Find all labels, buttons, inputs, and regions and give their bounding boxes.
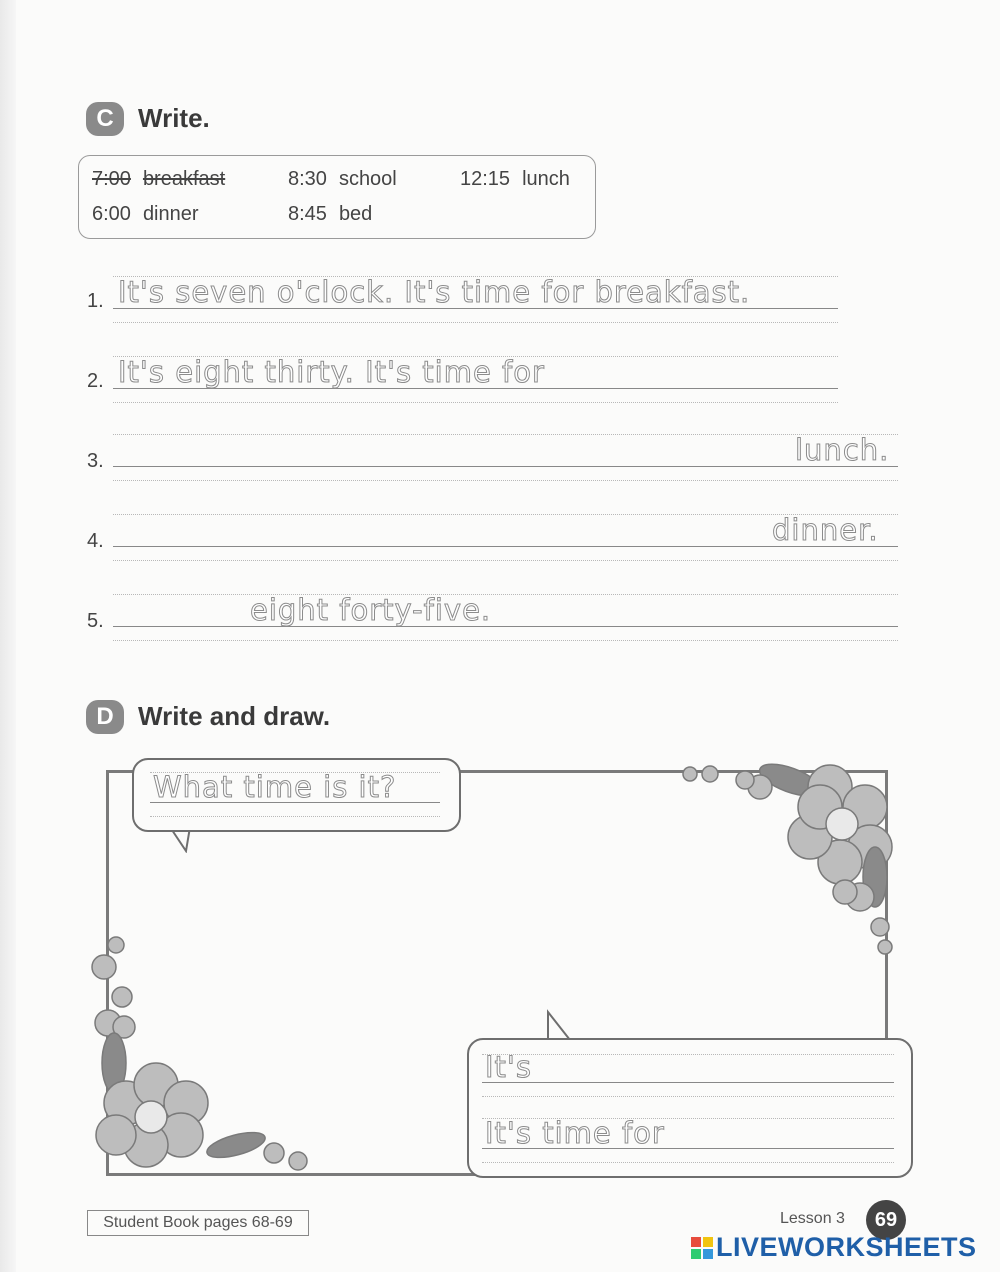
flower-decoration-top-right [670, 752, 902, 972]
exercise-number: 3. [87, 450, 104, 472]
flower-decoration-bottom-left [86, 935, 326, 1175]
word-box-time: 6:00 [92, 203, 131, 225]
guide-line [150, 816, 440, 817]
word-box-time: 12:15 [460, 168, 511, 190]
guide-line [482, 1096, 894, 1097]
answer-line-its[interactable] [482, 1082, 894, 1083]
answer-line-3[interactable] [113, 466, 898, 467]
page-number: 69 [866, 1200, 906, 1240]
word-box-word: breakfast [142, 168, 226, 190]
speech-bubble-answer [467, 1038, 913, 1178]
trace-text: It's seven o'clock. It's time for breakfast. [118, 275, 751, 309]
exercise-number: 4. [87, 530, 104, 552]
word-box-item [460, 168, 570, 191]
answer-line-5[interactable] [113, 626, 898, 627]
page-spine-shadow [0, 0, 16, 1272]
bubble-answer-line1: It's [485, 1050, 533, 1084]
guide-line [113, 322, 838, 323]
guide-line [113, 594, 898, 595]
word-box-word: bed [338, 203, 373, 225]
bubble-answer-line2: It's time for [485, 1116, 665, 1150]
exercise-number: 5. [87, 610, 104, 632]
trace-text: lunch. [795, 433, 890, 467]
word-box-time: 8:30 [288, 168, 327, 190]
word-box-time: 8:45 [288, 203, 327, 225]
trace-text: dinner. [772, 513, 879, 547]
exercise-number: 2. [87, 370, 104, 392]
exercise-number: 1. [87, 290, 104, 312]
word-box-word: lunch [522, 168, 570, 190]
section-c-title: Write. [138, 103, 210, 133]
guide-line [113, 480, 898, 481]
trace-text: It's eight thirty. It's time for [118, 355, 545, 389]
brand-watermark[interactable]: LIVEWORKSHEETS [716, 1232, 977, 1262]
guide-line [113, 560, 898, 561]
section-c-badge: C [86, 102, 124, 136]
word-box-word: school [338, 168, 397, 190]
guide-line [113, 434, 898, 435]
guide-line [482, 1162, 894, 1163]
word-box-item [92, 168, 225, 191]
word-box-word: dinner [142, 203, 199, 225]
student-book-reference: Student Book pages 68-69 [87, 1210, 309, 1236]
word-box-time: 7:00 [92, 168, 131, 190]
liveworksheets-logo-icon [690, 1236, 714, 1260]
trace-text: eight forty-five. [250, 593, 492, 627]
word-box-item [288, 168, 397, 191]
guide-line [113, 402, 838, 403]
guide-line [482, 1054, 894, 1055]
word-box-item [288, 203, 372, 226]
section-d-title: Write and draw. [138, 701, 331, 731]
word-box-item [92, 203, 199, 226]
bubble-question-text: What time is it? [153, 770, 397, 804]
section-d-badge: D [86, 700, 124, 734]
guide-line [113, 640, 898, 641]
lesson-label: Lesson 3 [780, 1210, 845, 1227]
